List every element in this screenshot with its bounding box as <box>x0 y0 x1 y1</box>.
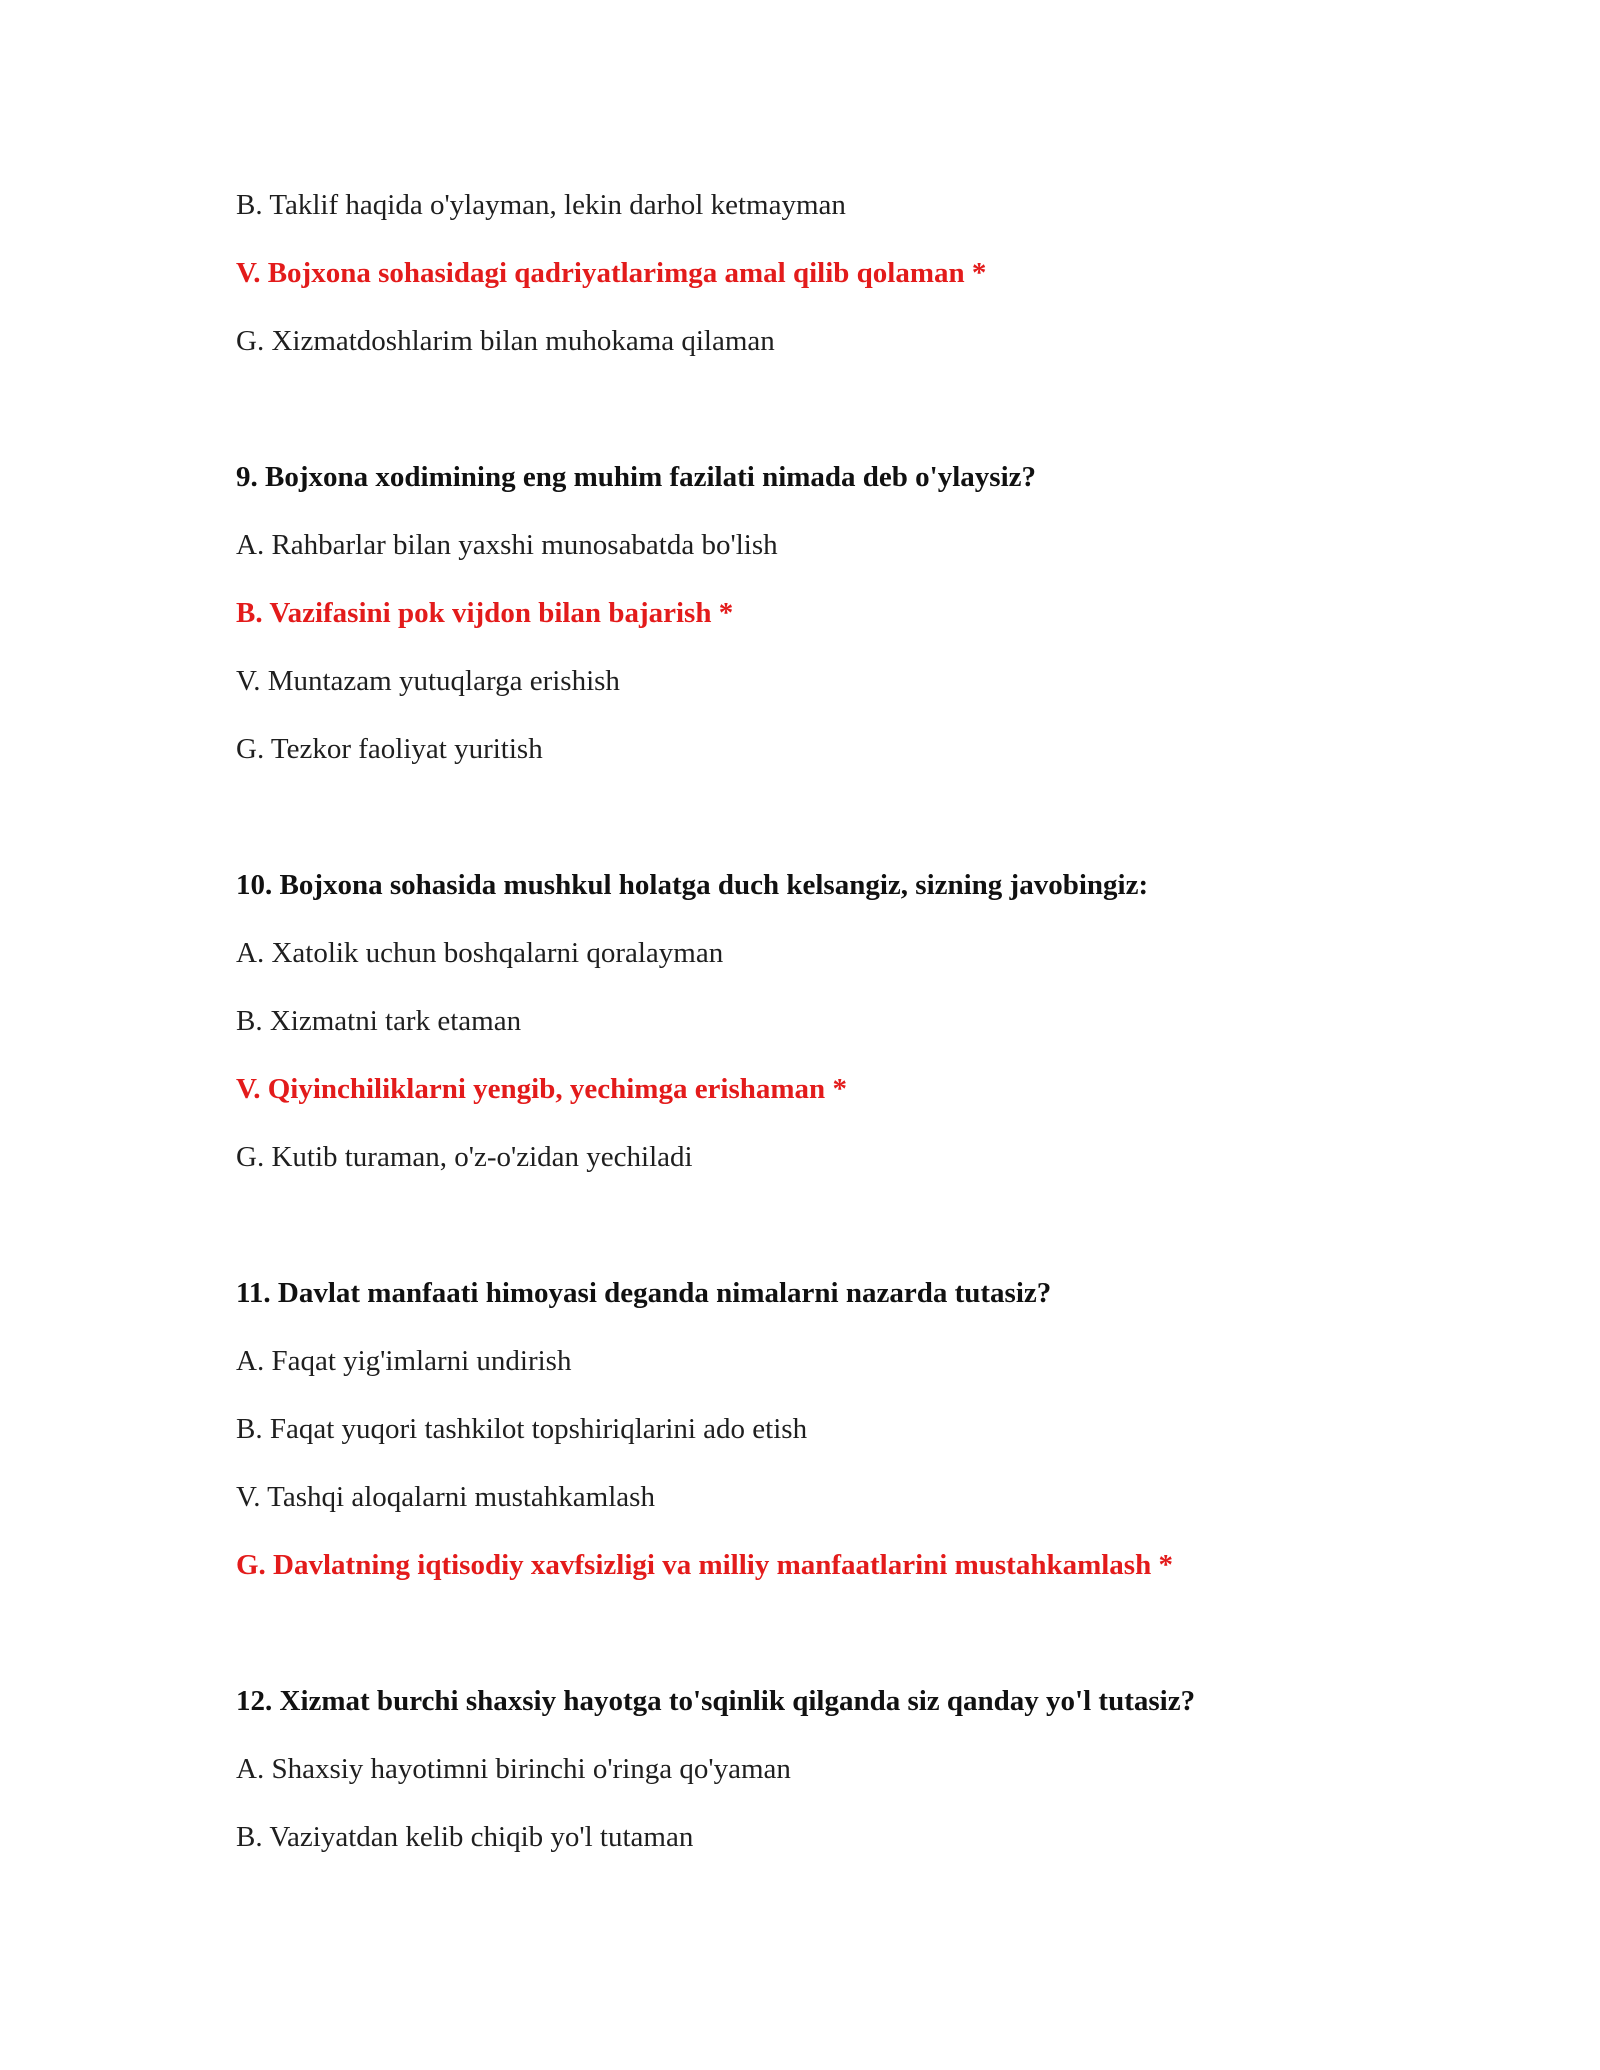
question-11: 11. Davlat manfaati himoyasi deganda nimalarni nazarda tutasiz? <box>236 1277 1052 1309</box>
correct-answer-9b: B. Vazifasini pok vijdon bilan bajarish * <box>236 597 734 629</box>
option-10g: G. Kutib turaman, o'z-o'zidan yechiladi <box>236 1141 693 1173</box>
option-11b: B. Faqat yuqori tashkilot topshiriqlarini ado etish <box>236 1413 808 1445</box>
option-9g: G. Tezkor faoliyat yuritish <box>236 733 543 765</box>
option-12b: B. Vaziyatdan kelib chiqib yo'l tutaman <box>236 1821 694 1853</box>
question-12: 12. Xizmat burchi shaxsiy hayotga to'sqinlik qilganda siz qanday yo'l tutasiz? <box>236 1685 1196 1717</box>
question-9: 9. Bojxona xodimining eng muhim fazilati nimada deb o'ylaysiz? <box>236 461 1037 493</box>
correct-answer-8v: V. Bojxona sohasidagi qadriyatlarimga amal qilib qolaman * <box>236 257 987 289</box>
correct-answer-11g: G. Davlatning iqtisodiy xavfsizligi va milliy manfaatlarini mustahkamlash * <box>236 1549 1173 1581</box>
question-10: 10. Bojxona sohasida mushkul holatga duch kelsangiz, sizning javobingiz: <box>236 869 1149 901</box>
option-9a: A. Rahbarlar bilan yaxshi munosabatda bo'lish <box>236 529 778 561</box>
correct-answer-10v: V. Qiyinchiliklarni yengib, yechimga erishaman * <box>236 1073 847 1105</box>
option-10a: A. Xatolik uchun boshqalarni qoralayman <box>236 937 724 969</box>
option-11v: V. Tashqi aloqalarni mustahkamlash <box>236 1481 655 1513</box>
option-12a: A. Shaxsiy hayotimni birinchi o'ringa qo'yaman <box>236 1753 791 1785</box>
option-9v: V. Muntazam yutuqlarga erishish <box>236 665 620 697</box>
option-11a: A. Faqat yig'imlarni undirish <box>236 1345 572 1377</box>
option-8b: B. Taklif haqida o'ylayman, lekin darhol ketmayman <box>236 189 846 221</box>
option-10b: B. Xizmatni tark etaman <box>236 1005 522 1037</box>
option-8g: G. Xizmatdoshlarim bilan muhokama qilaman <box>236 325 775 357</box>
